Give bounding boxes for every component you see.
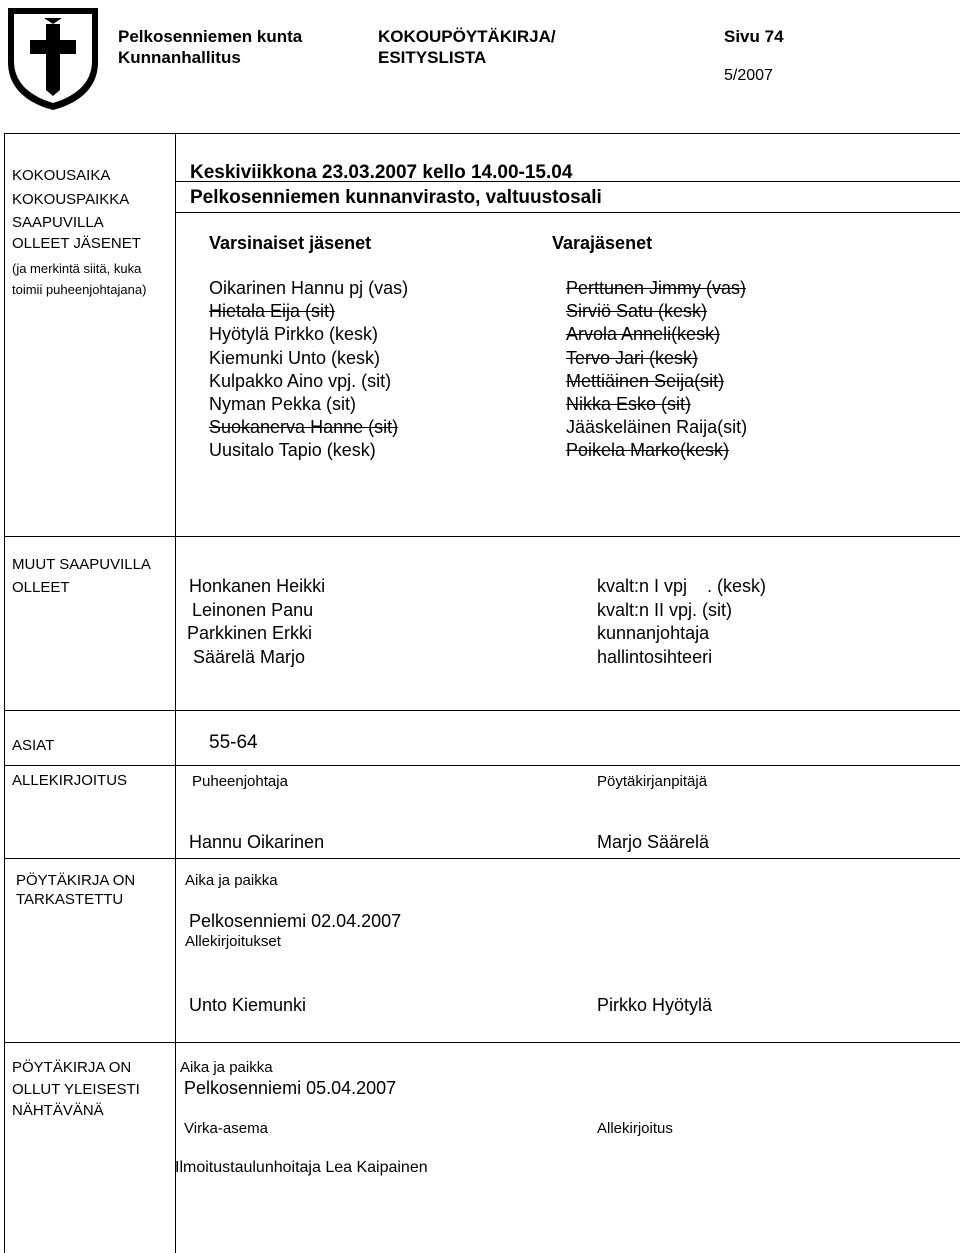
page-number: Sivu 74: [724, 27, 784, 46]
deputy-member: Poikela Marko(kesk): [566, 440, 730, 461]
checked-label: PÖYTÄKIRJA ON: [16, 872, 136, 889]
rule-others: [4, 710, 960, 711]
rule-signatures: [4, 858, 960, 859]
municipality-crest-icon: [4, 4, 102, 112]
public-time-place-value: Pelkosenniemi 05.04.2007: [184, 1078, 397, 1098]
chair-name: Hannu Oikarinen: [189, 832, 325, 852]
members-note: (ja merkintä siitä, kuka: [12, 261, 142, 276]
position-label: Virka-asema: [184, 1120, 268, 1137]
rule-members: [4, 536, 960, 537]
items-label: ASIAT: [12, 737, 55, 754]
members-label-2: OLLEET JÄSENET: [12, 235, 141, 252]
public-label: PÖYTÄKIRJA ON: [12, 1059, 132, 1076]
deputy-member: Arvola Anneli(kesk): [566, 324, 721, 345]
deputy-member: Nikka Esko (sit): [566, 394, 692, 414]
secretary-name: Marjo Säärelä: [597, 832, 710, 852]
deputy-member: Tervo Jari (kesk): [566, 347, 699, 368]
other-person-name: Parkkinen Erkki: [187, 623, 313, 643]
table-left-border: [4, 133, 5, 1253]
checked-time-place-value: Pelkosenniemi 02.04.2007: [189, 911, 402, 931]
other-person-name: Honkanen Heikki: [189, 576, 326, 596]
regular-member: Uusitalo Tapio (kesk): [209, 440, 376, 461]
other-person-role: kvalt:n I vpj . (kesk): [597, 576, 767, 596]
items-value: 55-64: [209, 732, 258, 753]
regular-member: Hyötylä Pirkko (kesk): [209, 324, 379, 345]
members-note-2: toimii puheenjohtajana): [12, 282, 147, 297]
municipality-name: Pelkosenniemen kunta: [118, 27, 303, 46]
meeting-number: 5/2007: [724, 67, 773, 84]
regular-members-heading: Varsinaiset jäsenet: [209, 233, 372, 253]
checker-1-name: Unto Kiemunki: [189, 995, 307, 1015]
public-label-2: OLLUT YLEISESTI: [12, 1081, 140, 1098]
deputy-member: Jääskeläinen Raija(sit): [566, 417, 748, 438]
document-type: KOKOUPÖYTÄKIRJA/: [378, 27, 556, 46]
chair-title: Puheenjohtaja: [192, 773, 288, 790]
public-time-place-label: Aika ja paikka: [180, 1059, 273, 1076]
rule-checked: [4, 1042, 960, 1043]
other-person-role: hallintosihteeri: [597, 646, 713, 667]
table-top-border: [4, 133, 960, 134]
public-label-3: NÄHTÄVÄNÄ: [12, 1102, 104, 1119]
deputy-member: Sirviö Satu (kesk): [566, 301, 708, 322]
organ-name: Kunnanhallitus: [118, 48, 241, 67]
document-type-2: ESITYSLISTA: [378, 48, 487, 67]
meeting-place-label: KOKOUSPAIKKA: [12, 191, 130, 208]
checked-label-2: TARKASTETTU: [16, 891, 124, 908]
regular-member: Hietala Eija (sit): [209, 301, 336, 322]
column-divider: [175, 133, 176, 1253]
members-label: SAAPUVILLA: [12, 214, 104, 231]
deputy-members-heading: Varajäsenet: [552, 233, 653, 253]
checker-2-name: Pirkko Hyötylä: [597, 995, 713, 1015]
checked-time-place-label: Aika ja paikka: [185, 872, 278, 889]
regular-member: Kiemunki Unto (kesk): [209, 347, 381, 368]
secretary-title: Pöytäkirjanpitäjä: [597, 773, 708, 790]
position-value: Ilmoitustaulunhoitaja Lea Kaipainen: [175, 1159, 428, 1176]
others-label: MUUT SAAPUVILLA: [12, 556, 151, 573]
deputy-member: Mettiäinen Seija(sit): [566, 370, 725, 391]
deputy-member: Perttunen Jimmy (vas): [566, 278, 747, 298]
other-person-role: kunnanjohtaja: [597, 623, 710, 643]
others-label-2: OLLEET: [12, 579, 70, 596]
regular-member: Kulpakko Aino vpj. (sit): [209, 370, 392, 391]
meeting-time-label: KOKOUSAIKA: [12, 167, 111, 184]
signature-label: Allekirjoitus: [597, 1120, 673, 1137]
regular-member: Suokanerva Hanne (sit): [209, 417, 399, 438]
meeting-time-value: Keskiviikkona 23.03.2007 kello 14.00-15.04: [190, 162, 573, 183]
checked-signatures-label: Allekirjoitukset: [185, 933, 281, 950]
signatures-label: ALLEKIRJOITUS: [12, 772, 128, 789]
other-person-name: Leinonen Panu: [192, 599, 314, 620]
other-person-role: kvalt:n II vpj. (sit): [597, 599, 733, 620]
rule-items: [4, 765, 960, 766]
rule-place: [175, 212, 960, 213]
other-person-name: Säärelä Marjo: [193, 646, 306, 667]
regular-member: Nyman Pekka (sit): [209, 394, 357, 414]
regular-member: Oikarinen Hannu pj (vas): [209, 278, 409, 298]
meeting-place-value: Pelkosenniemen kunnanvirasto, valtuustosali: [190, 187, 602, 208]
